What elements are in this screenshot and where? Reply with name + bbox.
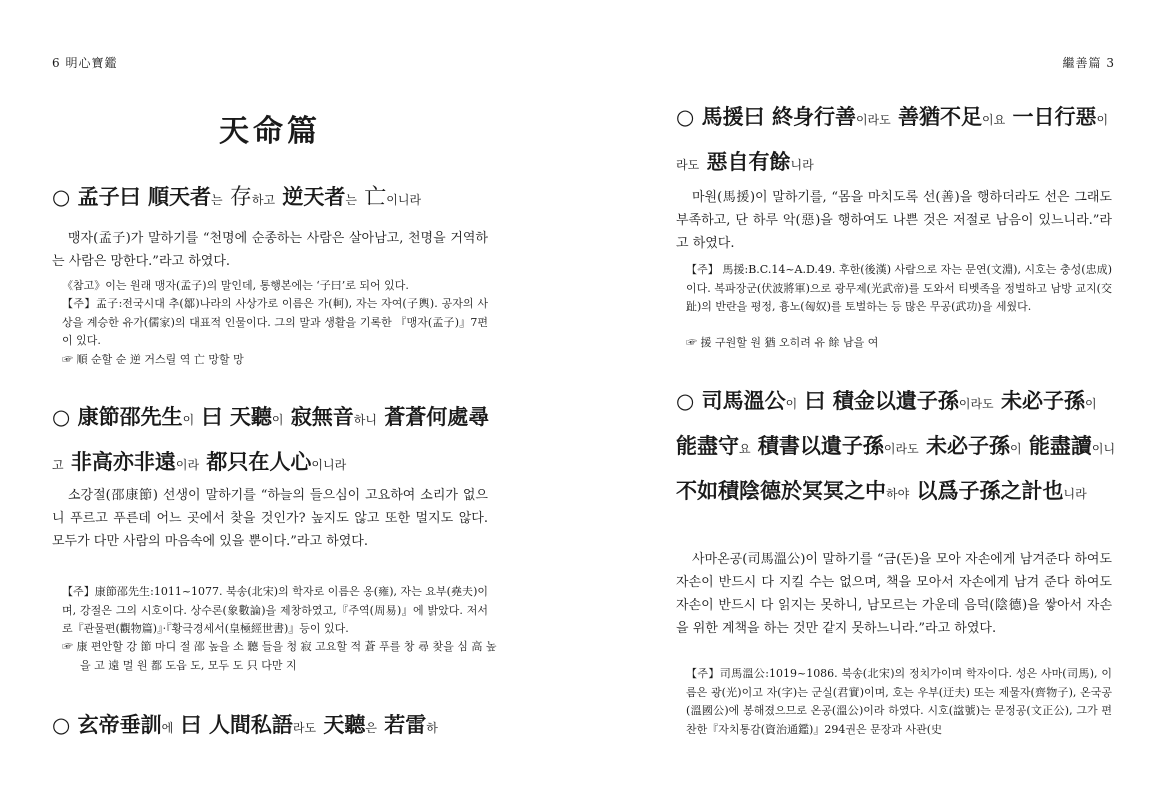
character-gloss: ☞ 援 구원할 원 猶 오히려 유 餘 남을 여 bbox=[686, 336, 879, 349]
character-gloss: ☞ 康 편안할 강 節 마디 절 邵 높을 소 聽 들을 청 寂 고요할 적 蒼 푸를 창 尋 찾을 심 高 높을 고 遠 멀 원 都 도읍 도, 모두 도 只 다만 지 bbox=[62, 640, 497, 672]
passage-heading: ○ 馬援曰 終身行善이라도 善猶不足이요 一日行惡이라도 惡自有餘니라 bbox=[676, 104, 1109, 174]
passage-translation: 맹자(孟子)가 말하기를 “천명에 순종하는 사람은 살아남고, 천명을 거역하는 사람은 망한다.”라고 하였다. bbox=[52, 231, 488, 269]
page-header-right: 繼善篇 3 bbox=[1062, 56, 1115, 70]
character-gloss: ☞ 順 순할 순 逆 거스릴 역 亡 망할 망 bbox=[62, 353, 244, 366]
page-header-left: 6 明心寶鑑 bbox=[52, 56, 118, 70]
passage-heading: ○ 孟子曰 順天者는 存하고 逆天者는 亡이니라 bbox=[52, 184, 422, 210]
passage-heading: ○ 司馬溫公이 曰 積金以遺子孫이라도 未必子孫이 能盡守요 積書以遺子孫이라도 未必子孫이 能盡讀이니 不如積陰德於冥冥之中하야 以爲子孫之計也니라 bbox=[676, 388, 1116, 503]
passage-translation: 마원(馬援)이 말하기를, “몸을 마치도록 선(善)을 행하더라도 선은 그래도 부족하고, 단 하루 악(惡)을 행하여도 나쁜 것은 저절로 남음이 있느니라.”라고 하였다. bbox=[676, 190, 1112, 251]
reference-note: 《참고》이는 원래 맹자(孟子)의 말인데, 통행본에는 ‘子曰’로 되어 있다. bbox=[62, 279, 409, 292]
annotation-note: 【주】司馬溫公:1019~1086. 북송(北宋)의 정치가이며 학자이다. 성은 사마(司馬), 이름은 광(光)이고 자(字)는 군실(君實)이며, 호는 우부(迂夫) 또는 제물자(齊物子), 온국공(溫國公)에 봉해졌으므로 온공(溫公)이라 하였다. 시호(諡號)는 문정공(文正公), 그가 편찬한『자치통감(資治通鑑)』294권은 문장과 사관(史 bbox=[686, 667, 1112, 736]
annotation-note: 【주】康節邵先生:1011~1077. 북송(北宋)의 학자로 이름은 옹(雍), 자는 요부(堯夫)이며, 강절은 그의 시호이다. 상수론(象數論)을 제창하였고,『주역(周易)』에 밝았다. 저서로『관물편(觀物篇)』·『황극경세서(皇極經世書)』등이 있다. bbox=[62, 585, 488, 635]
annotation-note: 【주】 馬援:B.C.14~A.D.49. 후한(後漢) 사람으로 자는 문연(文淵), 시호는 충성(忠成)이다. 복파장군(伏波將軍)으로 광무제(光武帝)를 도와서 티벳족을 정벌하고 남방 교지(交趾)의 반란을 평정, 흉노(匈奴)를 토벌하는 등 많은 무공(武功)을 세웠다. bbox=[686, 263, 1112, 313]
passage-heading: ○ 玄帝垂訓에 曰 人間私語라도 天聽은 若雷하 bbox=[52, 712, 438, 737]
annotation-note: 【주】孟子:전국시대 추(鄒)나라의 사상가로 이름은 가(軻), 자는 자여(子輿). 공자의 사상을 계승한 유가(儒家)의 대표적 인물이다. 그의 말과 생활을 기록한 『맹자(孟子)』7편이 있다. bbox=[62, 297, 488, 347]
chapter-title: 天命篇 bbox=[219, 114, 321, 149]
passage-translation: 소강절(邵康節) 선생이 말하기를 “하늘의 들으심이 고요하여 소리가 없으니 푸르고 푸른데 어느 곳에서 찾을 것인가? 높지도 않고 또한 멀지도 않다. 모두가 다만 사람의 마음속에 있을 뿐이다.”라고 하였다. bbox=[52, 488, 488, 549]
passage-translation: 사마온공(司馬溫公)이 말하기를 “금(돈)을 모아 자손에게 남겨준다 하여도 자손이 반드시 다 지킬 수는 없으며, 책을 모아서 자손에게 남겨 준다 하여도 자손이 반드시 다 읽지는 못하니, 남모르는 가운데 음덕(陰德)을 쌓아서 자손을 위한 계책을 하는 것만 같지 못하느니라.”라고 하였다. bbox=[676, 552, 1112, 636]
passage-heading: ○ 康節邵先生이 曰 天聽이 寂無音하니 蒼蒼何處尋고 非高亦非遠이라 都只在人心이니라 bbox=[52, 404, 490, 474]
